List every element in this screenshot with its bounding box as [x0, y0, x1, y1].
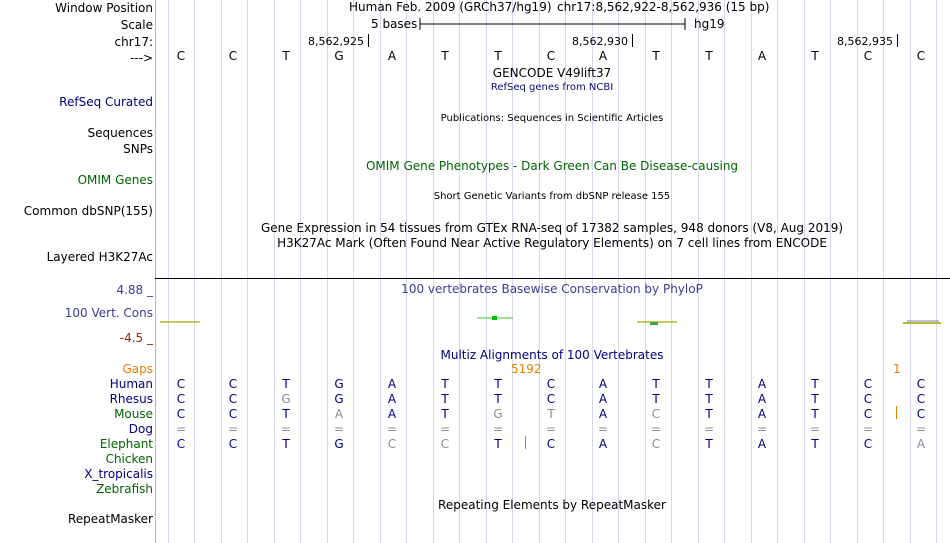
reference-base: T [705, 49, 713, 63]
alignment-base: A [598, 377, 608, 391]
ruler-tick-label: 8,562,935 [837, 35, 893, 48]
alignment-base: A [916, 437, 926, 451]
alignment-base: T [811, 392, 819, 406]
reference-base: A [598, 49, 608, 63]
gap-count: 5192 [511, 362, 542, 376]
alignment-base: G [493, 407, 503, 421]
alignment-base: C [176, 407, 186, 421]
track-title-omim[interactable]: OMIM Gene Phenotypes - Dark Green Can Be Disease-causing [365, 159, 739, 173]
alignment-base: A [387, 392, 397, 406]
insertion-marker [525, 436, 526, 449]
species-label-human[interactable]: Human [109, 377, 153, 391]
alignment-base: C [651, 407, 661, 421]
ruler-tick [897, 34, 898, 47]
scale-text: 5 bases [371, 17, 418, 31]
gap-count: 1 [893, 362, 901, 376]
ruler-tick-label: 8,562,925 [308, 35, 364, 48]
alignment-base: C [546, 392, 556, 406]
alignment-base: T [441, 392, 449, 406]
alignment-base: G [334, 437, 344, 451]
alignment-base: A [598, 392, 608, 406]
label-strand[interactable]: ---> [129, 51, 153, 65]
alignment-base: C [916, 392, 926, 406]
label-refseq-curated[interactable]: RefSeq Curated [59, 95, 153, 109]
track-title-gencode[interactable]: GENCODE V49lift37 [492, 66, 612, 80]
reference-base: C [546, 49, 556, 63]
track-title-refseq[interactable]: RefSeq genes from NCBI [490, 82, 614, 93]
alignment-base: = [545, 422, 557, 436]
alignment-base: C [228, 437, 238, 451]
alignment-base: T [705, 392, 713, 406]
alignment-base: C [228, 407, 238, 421]
reference-base: T [494, 49, 502, 63]
reference-base: A [757, 49, 767, 63]
reference-base: T [652, 49, 660, 63]
alignment-base: A [387, 377, 397, 391]
alignment-base: C [546, 377, 556, 391]
alignment-base: = [915, 422, 927, 436]
alignment-base: C [863, 437, 873, 451]
species-label-mouse[interactable]: Mouse [114, 407, 153, 421]
label-repeatmasker[interactable]: RepeatMasker [67, 512, 153, 526]
alignment-base: T [494, 377, 502, 391]
alignment-base: T [282, 437, 290, 451]
track-title-publications[interactable]: Publications: Sequences in Scientific Articles [440, 113, 664, 124]
alignment-base: A [387, 407, 397, 421]
label-scale: Scale [120, 18, 153, 32]
alignment-base: = [492, 422, 504, 436]
alignment-base: = [650, 422, 662, 436]
alignment-base: C [228, 392, 238, 406]
reference-base: C [176, 49, 186, 63]
alignment-base: = [175, 422, 187, 436]
insertion-marker [896, 406, 897, 419]
label-gaps: Gaps [122, 362, 153, 376]
ruler-tick [632, 34, 633, 47]
alignment-base: C [546, 437, 556, 451]
alignment-base: C [651, 437, 661, 451]
reference-base: T [811, 49, 819, 63]
alignment-base: T [811, 377, 819, 391]
alignment-base: T [811, 407, 819, 421]
alignment-base: T [547, 407, 555, 421]
alignment-base: = [597, 422, 609, 436]
label-window-position: Window Position [55, 1, 153, 15]
species-label-rhesus[interactable]: Rhesus [109, 392, 153, 406]
alignment-base: C [863, 392, 873, 406]
alignment-base: = [862, 422, 874, 436]
alignment-base: A [334, 407, 344, 421]
track-title-h3k27ac[interactable]: H3K27Ac Mark (Often Found Near Active Regulatory Elements) on 7 cell lines from ENCODE [277, 236, 827, 250]
track-title-multiz[interactable]: Multiz Alignments of 100 Vertebrates [440, 348, 664, 362]
reference-base: T [282, 49, 290, 63]
reference-base: C [916, 49, 926, 63]
alignment-base: A [757, 392, 767, 406]
alignment-base: T [705, 437, 713, 451]
scale-db: hg19 [694, 17, 725, 31]
alignment-base: C [916, 407, 926, 421]
species-label-dog[interactable]: Dog [128, 422, 153, 436]
alignment-base: C [176, 377, 186, 391]
alignment-base: T [811, 437, 819, 451]
alignment-base: A [757, 437, 767, 451]
alignment-base: T [652, 392, 660, 406]
alignment-base: = [703, 422, 715, 436]
alignment-base: T [282, 377, 290, 391]
reference-base: T [441, 49, 449, 63]
alignment-base: T [282, 407, 290, 421]
label-common-dbsnp[interactable]: Common dbSNP(155) [23, 204, 153, 218]
alignment-base: C [176, 392, 186, 406]
conservation-track-graphics [155, 312, 950, 330]
label-vert-cons[interactable]: 100 Vert. Cons [64, 306, 153, 320]
alignment-base: = [439, 422, 451, 436]
alignment-base: = [333, 422, 345, 436]
alignment-base: C [916, 377, 926, 391]
alignment-base: = [756, 422, 768, 436]
track-title-gtex[interactable]: Gene Expression in 54 tissues from GTEx RNA-seq of 17382 samples, 948 donors (V8, Aug 2019) [260, 221, 844, 235]
position-readout: chr17:8,562,922-8,562,936 (15 bp) [557, 0, 770, 14]
label-chrom: chr17: [114, 35, 153, 49]
alignment-base: = [386, 422, 398, 436]
alignment-base: = [227, 422, 239, 436]
track-divider [155, 278, 950, 279]
track-title-repeatmasker[interactable]: Repeating Elements by RepeatMasker [438, 498, 666, 512]
alignment-base: A [757, 377, 767, 391]
alignment-base: C [228, 377, 238, 391]
alignment-base: C [440, 437, 450, 451]
reference-base: C [863, 49, 873, 63]
alignment-base: G [334, 392, 344, 406]
species-label-x-tropicalis[interactable]: X_tropicalis [84, 467, 153, 481]
species-label-zebrafish[interactable]: Zebrafish [96, 482, 153, 496]
alignment-base: T [441, 377, 449, 391]
label-layered-h3k27ac[interactable]: Layered H3K27Ac [46, 250, 153, 264]
label-omim-genes[interactable]: OMIM Genes [77, 173, 153, 187]
reference-base: C [228, 49, 238, 63]
label-phylop-max: 4.88 _ [116, 283, 153, 297]
alignment-base: T [652, 377, 660, 391]
alignment-base: G [334, 377, 344, 391]
alignment-base: C [176, 437, 186, 451]
alignment-base: T [494, 392, 502, 406]
label-snps[interactable]: SNPs [123, 142, 153, 156]
species-label-chicken[interactable]: Chicken [105, 452, 153, 466]
assembly-title: Human Feb. 2009 (GRCh37/hg19) [349, 0, 552, 14]
alignment-base: C [863, 377, 873, 391]
alignment-base: C [387, 437, 397, 451]
label-phylop-min: -4.5 _ [119, 331, 153, 345]
label-sequences[interactable]: Sequences [87, 126, 153, 140]
species-label-elephant[interactable]: Elephant [99, 437, 153, 451]
scale-bar [419, 17, 687, 31]
reference-base: G [334, 49, 344, 63]
ruler-tick-label: 8,562,930 [572, 35, 628, 48]
label-separator [155, 0, 156, 543]
track-title-short-variants[interactable]: Short Genetic Variants from dbSNP release 155 [433, 191, 671, 202]
alignment-base: A [598, 437, 608, 451]
ruler-tick [368, 34, 369, 47]
reference-base: A [387, 49, 397, 63]
alignment-base: G [281, 392, 291, 406]
alignment-base: A [757, 407, 767, 421]
alignment-base: T [494, 437, 502, 451]
alignment-base: T [705, 407, 713, 421]
alignment-base: = [280, 422, 292, 436]
alignment-base: T [441, 407, 449, 421]
alignment-base: = [809, 422, 821, 436]
alignment-base: T [705, 377, 713, 391]
alignment-base: C [863, 407, 873, 421]
track-title-phylop[interactable]: 100 vertebrates Basewise Conservation by PhyloP [401, 282, 703, 296]
alignment-base: A [598, 407, 608, 421]
